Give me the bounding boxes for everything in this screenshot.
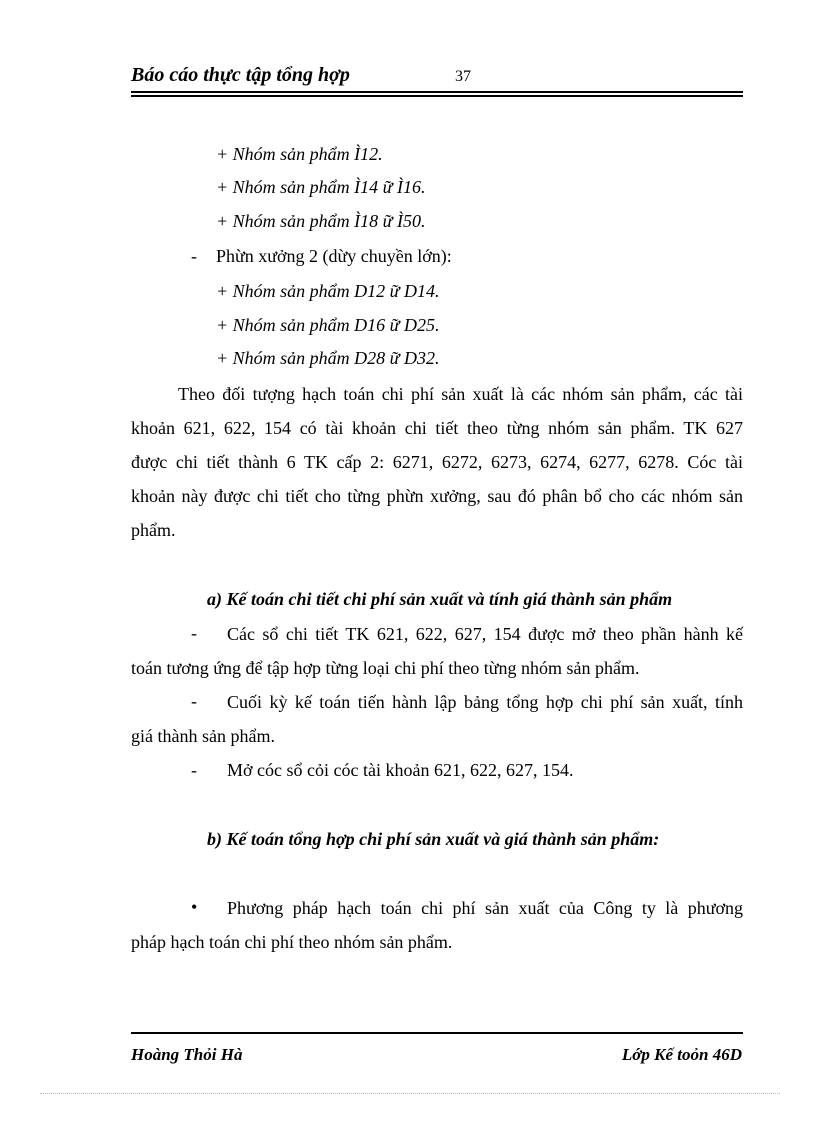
paragraph-line: khoản 621, 622, 154 có tài khoản chi tiết theo từng nhóm sản phẩm. TK 627 xyxy=(131,418,743,438)
paragraph-line: pháp hạch toán chi phí theo nhóm sản phẩm. xyxy=(131,932,453,952)
paragraph-line: khoản này được chi tiết cho từng phừn xưởng, sau đó phân bổ cho các nhóm sản xyxy=(131,486,743,506)
list-item: + Nhóm sản phẩm Ì18 ữ Ì50. xyxy=(216,211,426,231)
section-a-item xyxy=(131,685,743,753)
paragraph-line: Theo đối tượng hạch toán chi phí sản xuất là các nhóm sản phẩm, các tài xyxy=(178,384,743,404)
header-rule xyxy=(131,91,743,97)
footer-class: Lớp Kế toỏn 46D xyxy=(621,1045,742,1064)
section-b-item xyxy=(131,891,743,959)
paragraph-line: Các sổ chi tiết TK 621, 622, 627, 154 được mở theo phần hành kế xyxy=(227,624,743,644)
paragraph-line: toán tương ứng để tập hợp từng loại chi phí theo từng nhóm sản phẩm. xyxy=(131,658,640,678)
list-item: + Nhóm sản phẩm D28 ữ D32. xyxy=(216,348,440,368)
intro-paragraph xyxy=(131,377,743,547)
list-item: + Nhóm sản phẩm D12 ữ D14. xyxy=(216,281,440,301)
paragraph-line: Cuối kỳ kế toán tiến hành lập bảng tổng hợp chi phí sản xuất, tính xyxy=(227,692,743,712)
page-edge xyxy=(40,1093,780,1094)
dash-bullet: - xyxy=(191,246,197,266)
section-a-item xyxy=(131,617,743,685)
dash-bullet: - xyxy=(191,691,197,711)
list-item: + Nhóm sản phẩm Ì14 ữ Ì16. xyxy=(216,177,426,197)
page-number: 37 xyxy=(455,68,471,85)
paragraph-line: Phương pháp hạch toán chi phí sản xuất của Công ty là phương xyxy=(227,898,743,918)
bullet-dot: • xyxy=(191,897,198,917)
dash-bullet: - xyxy=(191,760,197,780)
paragraph-line: Mở cóc sổ cỏi cóc tài khoản 621, 622, 627, 154. xyxy=(227,760,574,780)
section-a-heading: a) Kế toán chi tiết chi phí sản xuất và tính giá thành sản phẩm xyxy=(207,589,673,609)
workshop2-label: Phừn xưởng 2 (dừy chuyền lớn): xyxy=(216,246,452,266)
footer-author: Hoàng Thỏi Hà xyxy=(131,1045,243,1064)
paragraph-line: phẩm. xyxy=(131,520,176,540)
paragraph-line: giá thành sản phẩm. xyxy=(131,726,275,746)
list-item: + Nhóm sản phẩm Ì12. xyxy=(216,144,383,164)
footer-rule xyxy=(131,1032,743,1034)
section-b-heading: b) Kế toán tổng hợp chi phí sản xuất và giá thành sản phẩm: xyxy=(207,829,660,849)
list-item: + Nhóm sản phẩm D16 ữ D25. xyxy=(216,315,440,335)
header-title: Báo cáo thực tập tổng hợp xyxy=(131,64,350,86)
dash-bullet: - xyxy=(191,623,197,643)
paragraph-line: được chi tiết thành 6 TK cấp 2: 6271, 6272, 6273, 6274, 6277, 6278. Cóc tài xyxy=(131,452,743,472)
